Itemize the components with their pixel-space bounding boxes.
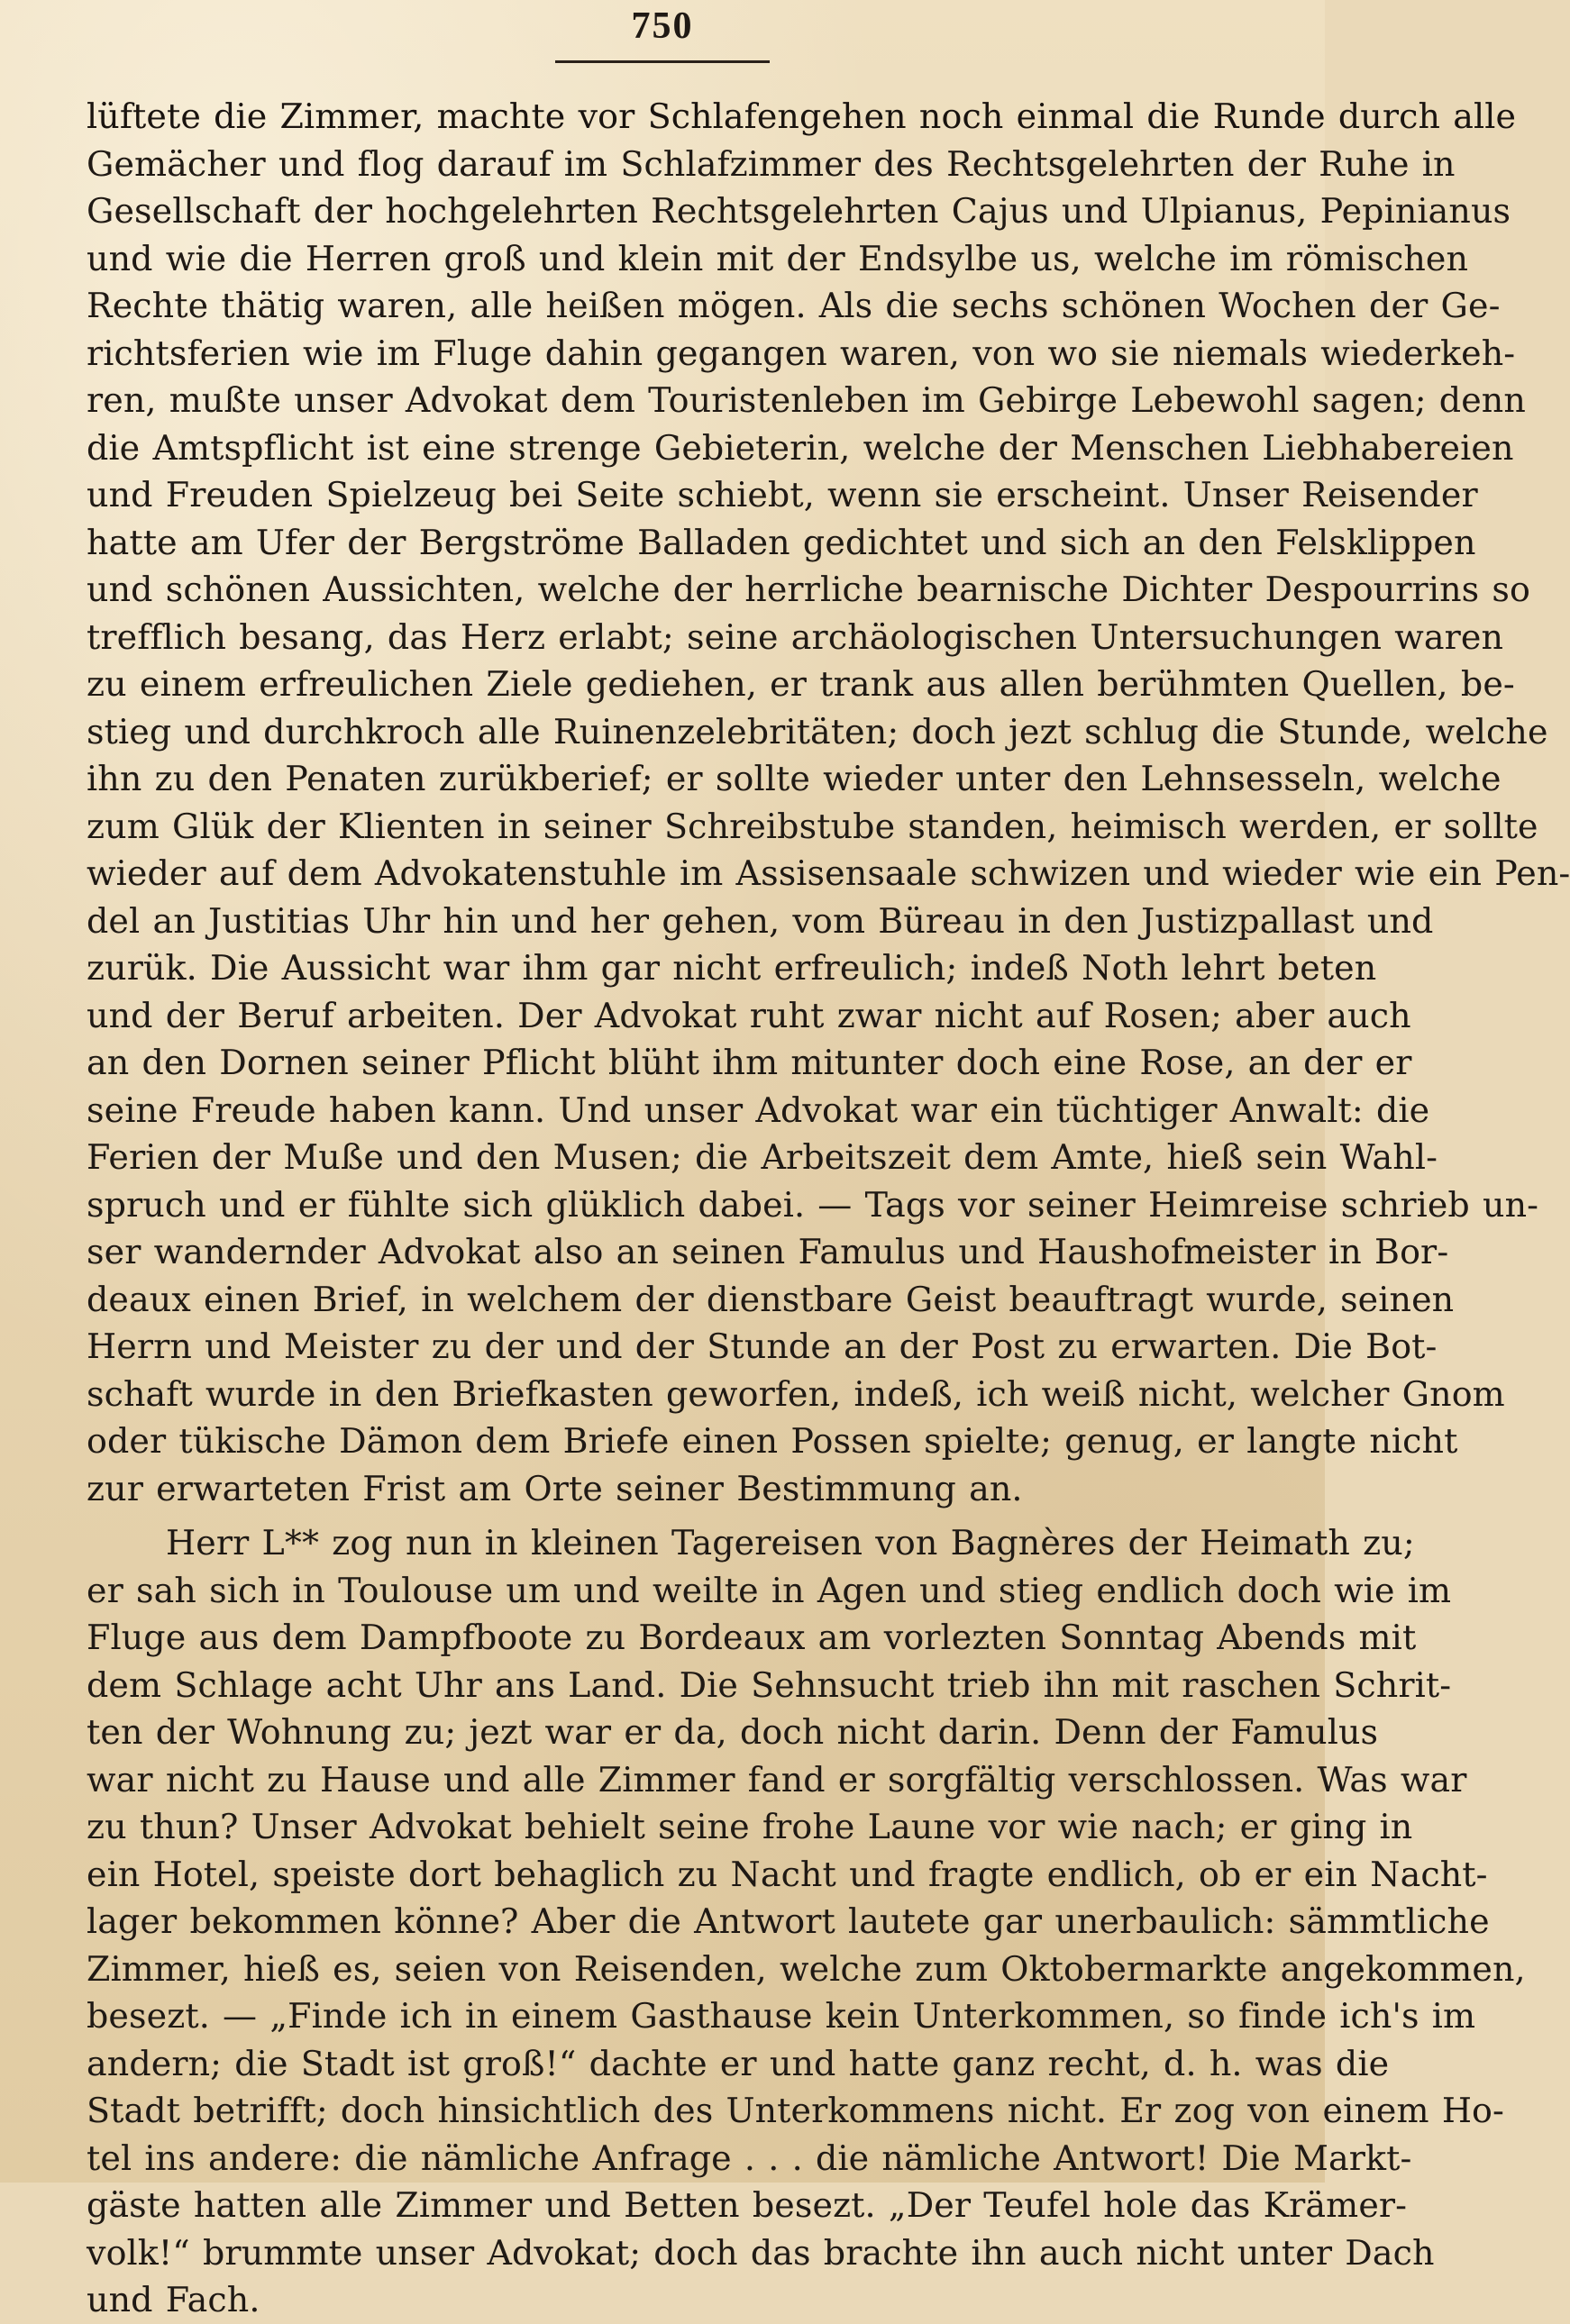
paragraph-2 <box>87 1519 1526 2324</box>
page-number: 750 <box>631 5 694 47</box>
text-line: spruch und er fühlte sich glüklich dabei. — Tags vor seiner Heimreise schrieb un- <box>87 1184 1539 1225</box>
text-line: war nicht zu Hause und alle Zimmer fand er sorgfältig verschlossen. Was war <box>87 1759 1467 1800</box>
text-line: schaft wurde in den Briefkasten geworfen, indeß, ich weiß nicht, welcher Gnom <box>87 1373 1505 1414</box>
text-line: ihn zu den Penaten zurükberief; er sollte wieder unter den Lehnsesseln, welche <box>87 759 1502 798</box>
text-line: Stadt betrifft; doch hinsichtlich des Unterkommens nicht. Er zog von einem Ho- <box>87 2091 1504 2130</box>
text-line: und Fach. <box>87 2280 260 2319</box>
text-line: und der Beruf arbeiten. Der Advokat ruht zwar nicht auf Rosen; aber auch <box>87 995 1411 1035</box>
text-line: und Freuden Spielzeug bei Seite schiebt, wenn sie erscheint. Unser Reisender <box>87 475 1478 515</box>
text-line: andern; die Stadt ist groß!“ dachte er und hatte ganz recht, d. h. was die <box>87 2043 1390 2083</box>
text-line: trefflich besang, das Herz erlabt; seine archäologischen Untersuchungen waren <box>87 616 1504 657</box>
header-rule <box>555 60 770 63</box>
text-line: an den Dornen seiner Pflicht blüht ihm mitunter doch eine Rose, an der er <box>87 1043 1412 1082</box>
text-line: zu thun? Unser Advokat behielt seine frohe Laune vor wie nach; er ging in <box>87 1807 1413 1846</box>
text-line: richtsferien wie im Fluge dahin gegangen waren, von wo sie niemals wiederkeh- <box>87 333 1516 373</box>
text-line: Zimmer, hieß es, seien von Reisenden, welche zum Oktobermarkte angekommen, <box>87 1948 1526 1989</box>
text-line: lager bekommen könne? Aber die Antwort lautete gar unerbaulich: sämmtliche <box>87 1901 1490 1941</box>
text-line: die Amtspflicht ist eine strenge Gebieterin, welche der Menschen Liebhabereien <box>87 427 1514 468</box>
text-line: Gemächer und flog darauf im Schlafzimmer des Rechtsgelehrten der Ruhe in <box>87 143 1456 184</box>
text-line: wieder auf dem Advokatenstuhle im Assisensaale schwizen und wieder wie ein Pen- <box>87 853 1570 893</box>
text-line: Gesellschaft der hochgelehrten Rechtsgelehrten Cajus und Ulpianus, Pepinianus <box>87 191 1511 231</box>
text-line: Herrn und Meister zu der und der Stunde an der Post zu erwarten. Die Bot- <box>87 1326 1438 1366</box>
text-line: zu einem erfreulichen Ziele gediehen, er trank aus allen berühmten Quellen, be- <box>87 664 1515 704</box>
text-line: und schönen Aussichten, welche der herrliche bearnische Dichter Despourrins so <box>87 570 1531 609</box>
text-line: volk!“ brummte unser Advokat; doch das brachte ihn auch nicht unter Dach <box>87 2232 1435 2273</box>
text-line: stieg und durchkroch alle Ruinenzelebritäten; doch jezt schlug die Stunde, welche <box>87 711 1548 752</box>
text-line: besezt. — „Finde ich in einem Gasthause kein Unterkommen, so finde ich's im <box>87 1996 1476 2036</box>
text-line: deaux einen Brief, in welchem der dienstbare Geist beauftragt wurde, seinen <box>87 1279 1455 1319</box>
text-line: ren, mußte unser Advokat dem Touristenleben im Gebirge Lebewohl sagen; denn <box>87 380 1526 420</box>
main-text-block <box>87 93 1570 2324</box>
text-line: ein Hotel, speiste dort behaglich zu Nacht und fragte endlich, ob er ein Nacht- <box>87 1854 1488 1894</box>
text-line: Rechte thätig waren, alle heißen mögen. Als die sechs schönen Wochen der Ge- <box>87 286 1501 325</box>
text-line: hatte am Ufer der Bergströme Balladen gedichtet und sich an den Felsklippen <box>87 522 1476 562</box>
paragraph-gap <box>87 1512 1258 1519</box>
text-line: ten der Wohnung zu; jezt war er da, doch nicht darin. Denn der Famulus <box>87 1712 1379 1752</box>
text-line: er sah sich in Toulouse um und weilte in Agen und stieg endlich doch wie im <box>87 1570 1452 1610</box>
text-line: zur erwarteten Frist am Orte seiner Bestimmung an. <box>87 1468 1023 1508</box>
text-line: und wie die Herren groß und klein mit der Endsylbe us, welche im römischen <box>87 238 1469 278</box>
text-line: Fluge aus dem Dampfboote zu Bordeaux am vorlezten Sonntag Abends mit <box>87 1618 1417 1657</box>
text-line: zurük. Die Aussicht war ihm gar nicht erfreulich; indeß Noth lehrt beten <box>87 948 1377 988</box>
text-line: zum Glük der Klienten in seiner Schreibstube standen, heimisch werden, er sollte <box>87 806 1538 846</box>
text-line: Herr L** zog nun in kleinen Tagereisen von Bagnères der Heimath zu; <box>166 1523 1415 1563</box>
text-line: ser wandernder Advokat also an seinen Famulus und Haushofmeister in Bor- <box>87 1232 1449 1271</box>
paragraph-1 <box>87 93 1570 1512</box>
text-line: dem Schlage acht Uhr ans Land. Die Sehnsucht trieb ihn mit raschen Schrit- <box>87 1664 1452 1705</box>
text-line: gäste hatten alle Zimmer und Betten besezt. „Der Teufel hole das Krämer- <box>87 2185 1408 2225</box>
text-line: del an Justitias Uhr hin und her gehen, vom Büreau in den Justizpallast und <box>87 900 1434 941</box>
text-line: seine Freude haben kann. Und unser Advokat war ein tüchtiger Anwalt: die <box>87 1089 1430 1130</box>
text-line: tel ins andere: die nämliche Anfrage . . . die nämliche Antwort! Die Markt- <box>87 2137 1412 2178</box>
text-line: oder tükische Dämon dem Briefe einen Possen spielte; genug, er langte nicht <box>87 1421 1458 1461</box>
text-line: lüftete die Zimmer, machte vor Schlafengehen noch einmal die Runde durch alle <box>87 96 1517 136</box>
text-line: Ferien der Muße und den Musen; die Arbeitszeit dem Amte, hieß sein Wahl- <box>87 1137 1438 1177</box>
